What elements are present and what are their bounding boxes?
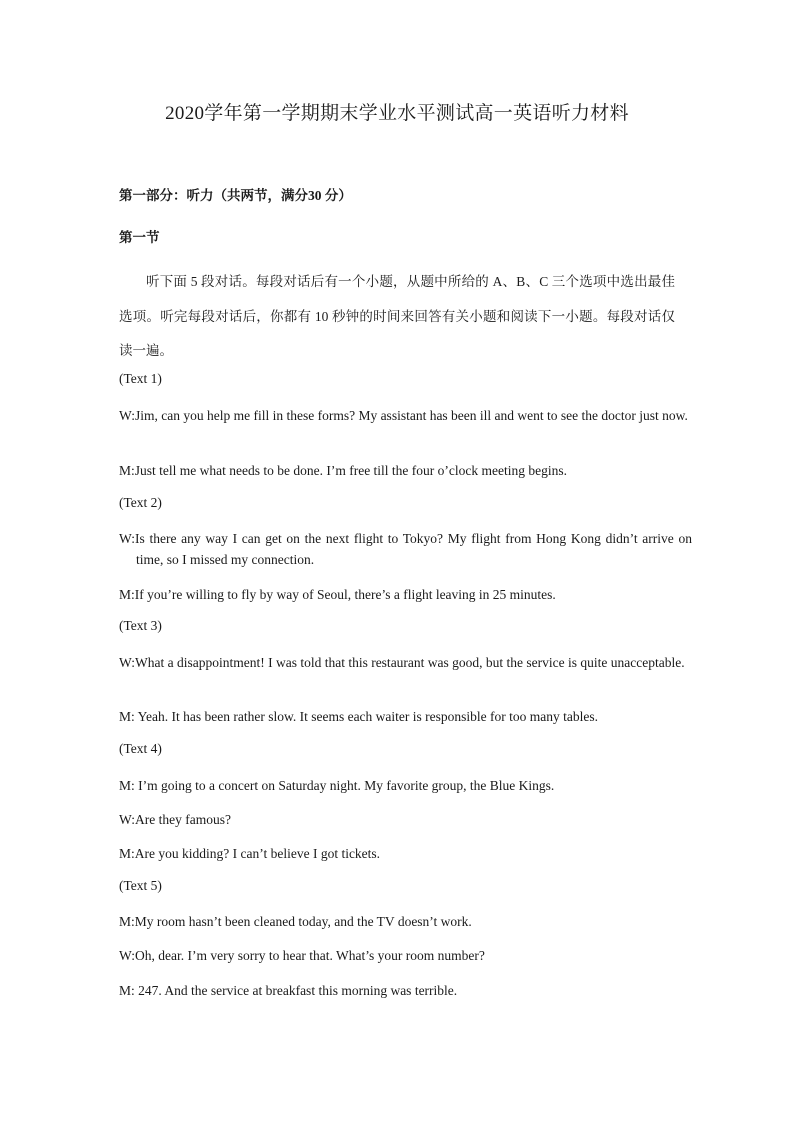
dialogue-line: M:Just tell me what needs to be done. I’m free till the four o’clock meeting begins. [119, 463, 568, 478]
text-label: (Text 3) [119, 618, 162, 633]
dialogue-line: M: 247. And the service at breakfast this morning was terrible. [119, 983, 458, 998]
section-heading: 第一节 [119, 230, 160, 245]
text-label: (Text 4) [119, 741, 162, 756]
part-heading: 第一部分：听力（共两节，满分30 分） [119, 188, 352, 203]
dialogue-line: M: I’m going to a concert on Saturday night. My favorite group, the Blue Kings. [119, 778, 555, 793]
dialogue-line: W:Jim, can you help me fill in these forms? My assistant has been ill and went to see the doctor just now. [119, 408, 688, 423]
dialogue-line: M:Are you kidding? I can’t believe I got tickets. [119, 846, 381, 861]
text-label: (Text 1) [119, 371, 162, 386]
dialogue-line: W:Are they famous? [119, 812, 231, 827]
dialogue-line: W:Is there any way I can get on the next flight to Tokyo? My flight from Hong Kong didn’t arrive on time, so I missed my connection. [119, 531, 692, 567]
dialogue-line: M:If you’re willing to fly by way of Seoul, there’s a flight leaving in 25 minutes. [119, 587, 556, 602]
dialogue-line: W:Oh, dear. I’m very sorry to hear that. What’s your room number? [119, 948, 485, 963]
page-title: 2020学年第一学期期末学业水平测试高一英语听力材料 [165, 103, 629, 124]
instructions-paragraph: 听下面 5 段对话。每段对话后有一个小题，从题中所给的 A、B、C 三个选项中选出最佳选项。听完每段对话后，你都有 10 秒钟的时间来回答有关小题和阅读下一小题。每段对话仅读一遍。 [119, 274, 675, 358]
dialogue-line: W:What a disappointment! I was told that this restaurant was good, but the service is quite unacceptable. [119, 655, 685, 670]
dialogue-line: M:My room hasn’t been cleaned today, and the TV doesn’t work. [119, 914, 472, 929]
text-label: (Text 2) [119, 495, 162, 510]
text-label: (Text 5) [119, 878, 162, 893]
dialogue-line: M: Yeah. It has been rather slow. It seems each waiter is responsible for too many tables. [119, 709, 598, 724]
